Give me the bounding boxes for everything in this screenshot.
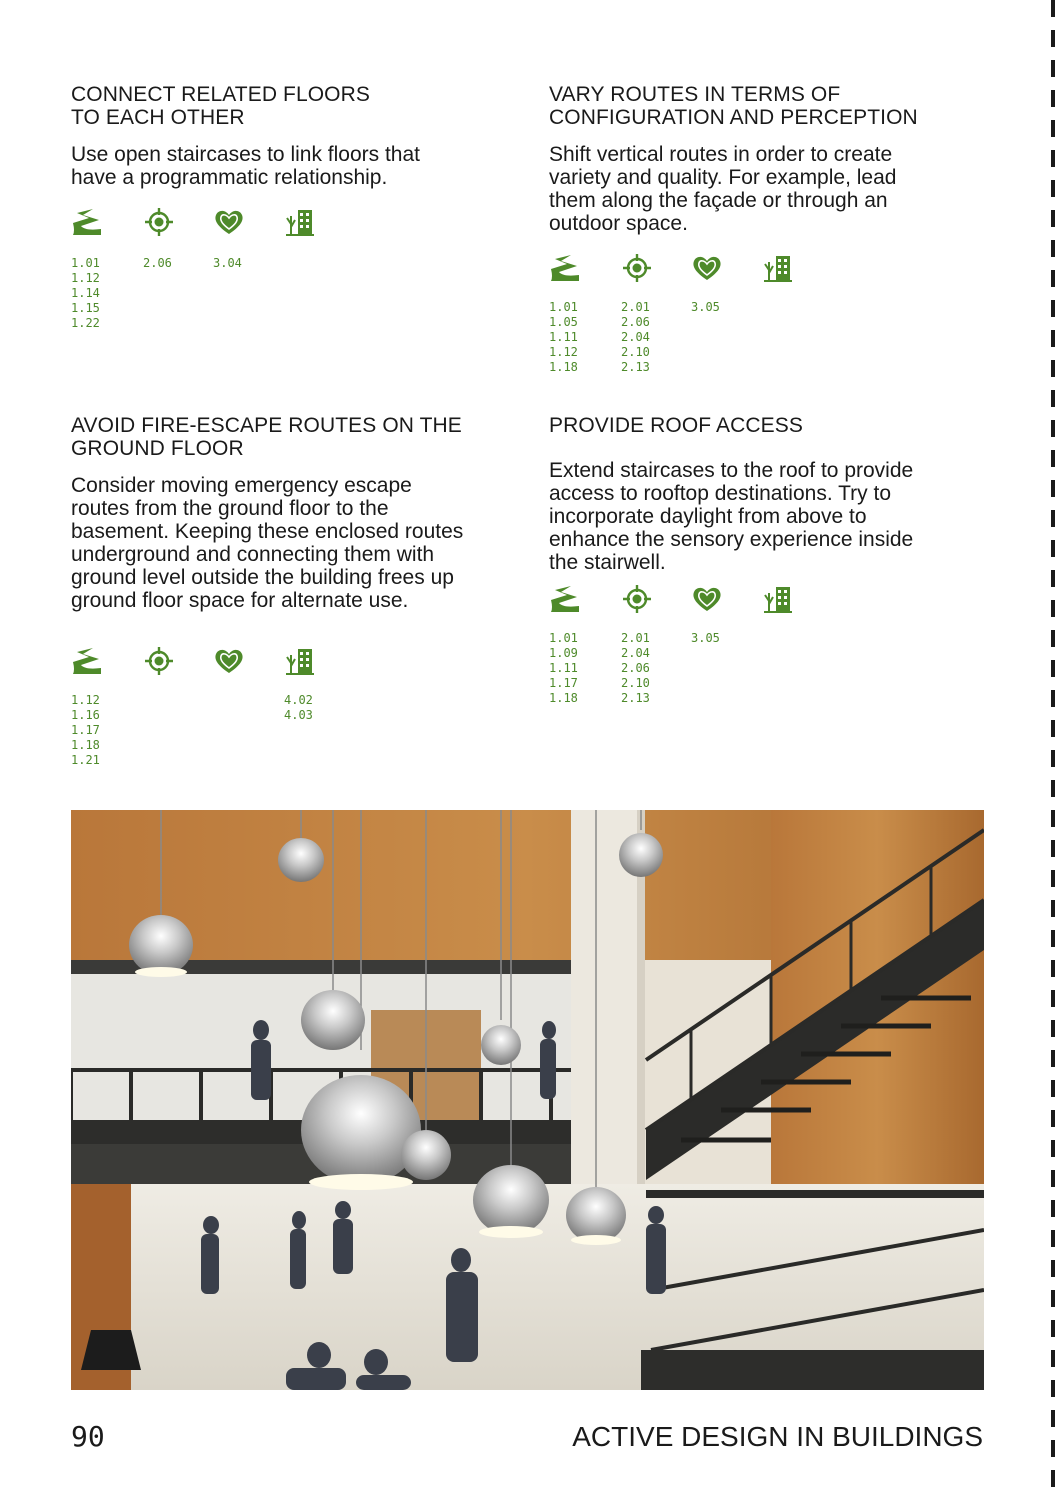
body-line: underground and connecting them with xyxy=(71,543,435,566)
ref-code: 2.13 xyxy=(621,691,650,705)
ref-code: 1.21 xyxy=(71,753,100,767)
section-body xyxy=(71,474,511,612)
body-line: the stairwell. xyxy=(549,551,666,574)
ref-code: 2.13 xyxy=(621,360,650,374)
body-line: incorporate daylight from above to xyxy=(549,505,867,528)
heart-icon xyxy=(213,207,245,237)
heading-line: PROVIDE ROOF ACCESS xyxy=(549,414,803,437)
page-number: 90 xyxy=(71,1420,105,1453)
ref-code: 1.18 xyxy=(549,360,578,374)
section-body xyxy=(71,143,511,189)
ref-code: 1.11 xyxy=(549,330,578,344)
ref-code: 2.01 xyxy=(621,300,650,314)
heading-line: GROUND FLOOR xyxy=(71,437,244,460)
section-heading xyxy=(71,414,511,460)
ref-code: 1.12 xyxy=(71,271,100,285)
ref-column-stairs xyxy=(549,631,578,706)
body-line: ground level outside the building frees up xyxy=(71,566,454,589)
ref-column-heart xyxy=(691,300,720,315)
body-line: access to rooftop destinations. Try to xyxy=(549,482,892,505)
ref-code: 4.03 xyxy=(284,708,313,722)
stairs-path-icon xyxy=(549,253,581,283)
stairs-path-icon xyxy=(71,646,103,676)
ref-code: 1.16 xyxy=(71,708,100,722)
body-line: ground floor space for alternate use. xyxy=(71,589,409,612)
tree-building-icon xyxy=(762,584,794,614)
tree-building-icon xyxy=(284,646,316,676)
ref-column-target xyxy=(621,631,650,706)
icon-row xyxy=(549,253,849,283)
ref-column-heart xyxy=(213,256,242,271)
ref-code: 1.17 xyxy=(549,676,578,690)
target-crosshair-icon xyxy=(143,207,175,237)
ref-code: 2.10 xyxy=(621,676,650,690)
page-edge-marks xyxy=(1051,0,1055,1496)
ref-code: 1.12 xyxy=(549,345,578,359)
icon-row xyxy=(549,584,849,614)
ref-column-stairs xyxy=(71,693,100,768)
heading-line: VARY ROUTES IN TERMS OF xyxy=(549,83,841,106)
section-vary-routes xyxy=(549,83,979,374)
stairs-path-icon xyxy=(549,584,581,614)
body-line: variety and quality. For example, lead xyxy=(549,166,897,189)
section-connect-floors xyxy=(71,83,511,330)
ref-column-stairs xyxy=(549,300,578,375)
ref-code: 1.09 xyxy=(549,646,578,660)
ref-code: 1.14 xyxy=(71,286,100,300)
tree-building-icon xyxy=(284,207,316,237)
section-heading xyxy=(549,414,979,437)
body-line: enhance the sensory experience inside xyxy=(549,528,914,551)
section-avoid-fire-escape xyxy=(71,414,511,767)
icon-row xyxy=(71,646,371,676)
ref-code: 1.05 xyxy=(549,315,578,329)
ref-code: 1.18 xyxy=(549,691,578,705)
ref-code: 2.06 xyxy=(621,661,650,675)
body-line: Shift vertical routes in order to create xyxy=(549,143,893,166)
body-line: Use open staircases to link floors that xyxy=(71,143,421,166)
body-line: basement. Keeping these enclosed routes xyxy=(71,520,464,543)
section-body xyxy=(549,143,979,235)
heading-line: CONFIGURATION AND PERCEPTION xyxy=(549,106,918,129)
ref-code: 2.04 xyxy=(621,330,650,344)
section-heading xyxy=(549,83,979,129)
body-line: have a programmatic relationship. xyxy=(71,166,388,189)
stairs-path-icon xyxy=(71,207,103,237)
ref-column-target xyxy=(621,300,650,375)
running-title: ACTIVE DESIGN IN BUILDINGS xyxy=(572,1421,983,1452)
section-heading xyxy=(71,83,511,129)
body-line: outdoor space. xyxy=(549,212,688,235)
ref-column-building xyxy=(284,693,313,723)
ref-column-target xyxy=(143,256,172,271)
ref-code: 2.04 xyxy=(621,646,650,660)
body-line: Consider moving emergency escape xyxy=(71,474,412,497)
body-line: them along the façade or through an xyxy=(549,189,888,212)
heart-icon xyxy=(691,253,723,283)
atrium-staircase-photo xyxy=(71,810,984,1390)
ref-column-stairs xyxy=(71,256,100,331)
ref-code: 2.06 xyxy=(621,315,650,329)
photo-illustration xyxy=(71,810,984,1390)
heading-line: CONNECT RELATED FLOORS xyxy=(71,83,370,106)
heading-line: TO EACH OTHER xyxy=(71,106,245,129)
ref-code: 3.05 xyxy=(691,300,720,314)
body-line: routes from the ground floor to the xyxy=(71,497,389,520)
ref-code: 1.15 xyxy=(71,301,100,315)
ref-code: 1.01 xyxy=(71,256,100,270)
ref-code: 1.01 xyxy=(549,300,578,314)
ref-code: 4.02 xyxy=(284,693,313,707)
icon-row xyxy=(71,207,371,237)
section-roof-access xyxy=(549,414,979,705)
ref-code: 1.18 xyxy=(71,738,100,752)
target-crosshair-icon xyxy=(143,646,175,676)
heart-icon xyxy=(691,584,723,614)
ref-column-heart xyxy=(691,631,720,646)
ref-code: 2.10 xyxy=(621,345,650,359)
target-crosshair-icon xyxy=(621,584,653,614)
target-crosshair-icon xyxy=(621,253,653,283)
ref-code: 3.04 xyxy=(213,256,242,270)
tree-building-icon xyxy=(762,253,794,283)
ref-code: 3.05 xyxy=(691,631,720,645)
body-line: Extend staircases to the roof to provide xyxy=(549,459,914,482)
heading-line: AVOID FIRE-ESCAPE ROUTES ON THE xyxy=(71,414,462,437)
ref-code: 2.01 xyxy=(621,631,650,645)
ref-code: 1.12 xyxy=(71,693,100,707)
ref-code: 1.17 xyxy=(71,723,100,737)
heart-icon xyxy=(213,646,245,676)
ref-code: 1.22 xyxy=(71,316,100,330)
section-body xyxy=(549,459,979,574)
ref-code: 1.01 xyxy=(549,631,578,645)
ref-code: 2.06 xyxy=(143,256,172,270)
ref-code: 1.11 xyxy=(549,661,578,675)
